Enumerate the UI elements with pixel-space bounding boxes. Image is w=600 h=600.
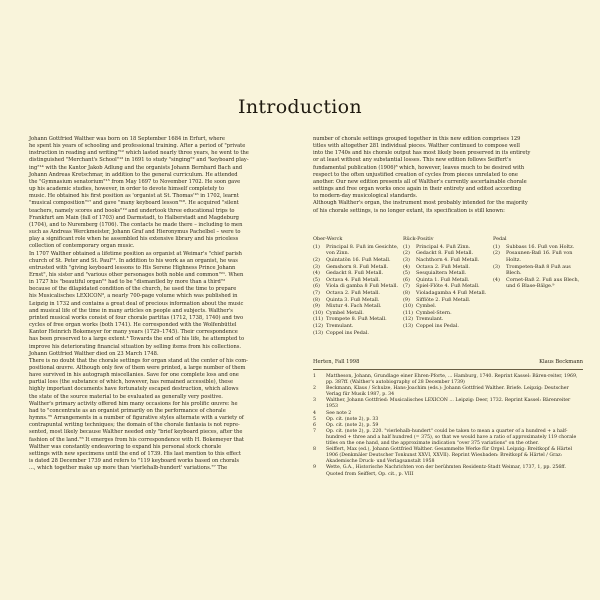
text-line: Johann Gottfried Walther was born on 18 September 1684 in Erfurt, where — [29, 136, 225, 142]
stop-entry — [313, 264, 403, 271]
text-line: to modern-day musicological standards. — [313, 193, 418, 200]
footnote-text: Op. cit. (note 2), p. 59 — [326, 422, 379, 428]
stop-number: (9) — [313, 303, 320, 310]
stop-number: (13) — [313, 329, 324, 336]
stop-entry — [493, 250, 583, 263]
footnote-number: 1 — [313, 374, 316, 379]
text-line: Kantor Heinrich Bokemeyer for many years (1729–1745). Their correspondence — [29, 329, 238, 336]
text-line: Walther's primary activity offered him many occasions for his prolific œuvre: he — [29, 400, 238, 407]
stop-entry — [313, 290, 403, 297]
text-line: teachers, namely scores and books"¹⁹ and undertook three educational trips to — [29, 207, 235, 214]
stop-name: Trompete 8. Fuß Metall. — [326, 316, 387, 323]
stop-number: (8) — [403, 289, 410, 296]
signature-place-date: Herten, Fall 1998 — [313, 359, 360, 365]
stop-division — [403, 236, 493, 336]
stop-division-heading: Pedal — [493, 236, 507, 242]
text-line: into the 1740s and his chorale output has most likely been preserved in its entirety — [313, 150, 531, 157]
footnote-text: Beckmann, Klaus / Schulze, Hans-Joachim (eds.): Johann Gottfried Walther. Briefe. Leipzig: Deutscher Verlag für Musik 1987, p. 34 — [326, 386, 569, 398]
footnote-divider — [313, 369, 583, 370]
text-line: another. Our new edition presents all of Walther's currently ascertainable chorale — [313, 178, 527, 185]
stop-entry — [313, 303, 403, 310]
text-line: "musical composition"¹⁷ and gave "many keyboard lesson"¹⁸. He acquired "silent — [29, 200, 239, 207]
stop-number: (13) — [403, 322, 414, 329]
stop-entry — [493, 244, 583, 251]
stop-number: (6) — [403, 276, 410, 283]
text-line: contrapuntal writing techniques; the domain of the chorale fantasia is not repre- — [29, 422, 240, 429]
footnote-text: Seiffert, Max (ed.), Johann Gottfried Walther. Gesammelte Werke für Orgel. Leipzig: Breitkopf & Härtel 1906 (Denkmäler Deutscher Tonkunst XXVI, XXVII). Reprint Wiesbaden: Breitkopf & Härtel / Graz: Akademische Druck- und Verlagsanstalt 1958 — [326, 447, 573, 465]
page-title: Introduction — [238, 96, 362, 118]
text-line: play a significant role when he assembled his extensive library and his priceless — [29, 236, 239, 243]
stop-number: (4) — [313, 270, 320, 277]
stop-name: Trompeten-Baß 8 Fuß aus Blech. — [506, 263, 571, 277]
stop-entry — [313, 316, 403, 323]
stop-entry — [313, 310, 403, 317]
stop-number: (5) — [403, 270, 410, 277]
stop-name: Octava 2. Fuß Metall. — [326, 289, 380, 296]
text-line: number of chorale settings grouped together in this new edition comprises 129 — [313, 136, 521, 142]
stop-number: (2) — [493, 250, 500, 257]
text-line: Johann Gottfried Walther died on 23 March 1748. — [29, 350, 159, 357]
text-line: of his chorale settings, is no longer extant, its specification is still known: — [313, 207, 505, 214]
stop-name: Tremulant. — [416, 316, 444, 323]
text-line: instruction in reading and writing"¹² which lasted nearly three years, he went to the — [29, 150, 249, 157]
footnote-number: 9 — [313, 465, 316, 471]
text-line: has been preserved to a large extent.⁴ Towards the end of his life, he attempted to — [29, 336, 245, 343]
text-line: Although Walther's organ, the instrument most probably intended for the majority — [313, 200, 528, 207]
footnote — [313, 386, 583, 398]
stop-number: (8) — [313, 296, 320, 303]
signature-author: Klaus Beckmann — [539, 359, 583, 365]
footnote-text: Op. cit. (note 2), p. 220. "vierlehalb-hundert" could be taken to mean a quarter of a hundred + a half-hundred + three and a half hundred (= 375), so that we would have a ratio of approximately 119 chorale titles on the one hand, and the approximate indication "over 375 variations" on the other. — [326, 428, 577, 447]
text-line: fashion of the land."⁶ It emerges from his correspondence with H. Bokemeyer that — [29, 436, 244, 443]
stop-number: (12) — [403, 316, 414, 323]
stop-entry — [403, 250, 493, 257]
text-line: or at least without any substantial losses. This new edition follows Seiffert's — [313, 157, 512, 164]
stop-number: (7) — [313, 289, 320, 296]
footnote-text: Walther, Johann Gottfried: Musicalisches LEXICON ... Leipzig: Deer, 1732. Reprint Kassel: Bärenreiter 1953 — [326, 398, 571, 410]
stop-name: Octava 4. Fuß Metall. — [326, 276, 380, 283]
stop-entry — [403, 277, 493, 284]
stop-name: Quintatön 16. Fuß Metall. — [326, 256, 391, 263]
stop-entry — [403, 257, 493, 264]
stop-division-heading: Ober-Werck — [313, 236, 343, 242]
stop-number: (1) — [403, 243, 410, 250]
stop-name: Violadagamba 4 Fuß Metall. — [416, 289, 487, 296]
text-line: entrusted with "giving keyboard lessons to His Serene Highness Prince Johann — [29, 264, 236, 271]
organ-specification — [313, 236, 583, 336]
stop-entry — [403, 316, 493, 323]
text-line: cycles of free organ works (both 1741). He corresponded with the Wolfenbüttel — [29, 322, 237, 329]
stop-entry — [403, 290, 493, 297]
stop-entry — [313, 257, 403, 264]
stop-number: (1) — [493, 243, 500, 250]
stop-name: Quinta 1. Fuß Metall. — [416, 276, 470, 283]
stop-number: (7) — [403, 283, 410, 290]
footnote — [313, 374, 583, 386]
footnote — [313, 398, 583, 410]
stop-name: Nachthorn 4. Fuß Metall. — [416, 256, 480, 263]
footnote-text: See note 2 — [326, 410, 352, 416]
text-line: and musical life of the time in many articles on people and subjects. Walther's — [29, 307, 233, 314]
stop-number: (11) — [313, 316, 324, 323]
stop-name: Mixtur 4. Fach Metall. — [326, 303, 382, 310]
footnote-number: 8 — [313, 447, 316, 453]
stop-division — [313, 236, 403, 336]
text-line: partial loss (the substance of which, however, has remained accessible), these — [29, 379, 233, 386]
stop-number: (3) — [493, 263, 500, 270]
footnotes — [313, 374, 583, 478]
footnote-number: 4 — [313, 410, 316, 416]
stop-number: (10) — [313, 309, 324, 316]
footnote-number: 2 — [313, 386, 316, 392]
stop-entry — [403, 283, 493, 290]
stop-number: (6) — [313, 283, 320, 290]
stop-name: Cymbel-Stern. — [416, 309, 452, 316]
stop-entry — [403, 244, 493, 251]
stop-entry — [403, 264, 493, 271]
footnote-text: Mattheson, Johann, Grundlage einer Ehren-Pforte, ... Hamburg, 1740. Reprint Kassel: Bären-reiter, 1969, pp. 387ff. (Walther's autobiography of 28 December 1739) — [326, 374, 578, 386]
text-line: Frankfurt am Main (fall of 1703) and Darmstadt, to Halberstadt and Magdeburg — [29, 214, 239, 221]
text-line: Ernst", his sister and "various other personages both noble and common"²¹. When — [29, 271, 244, 278]
stop-name: Principal 8. Fuß im Gesichte, von Zinn. — [326, 243, 399, 257]
text-line: sented, most likely because Walther needed only "brief keyboard pieces, after the — [29, 429, 243, 436]
stop-name: Subbass 16. Fuß von Holtz. — [506, 243, 575, 250]
stop-entry — [313, 330, 403, 337]
stop-name: Spiel-Flöte 4. Fuß Metall. — [416, 283, 480, 290]
text-line: church of St. Peter and St. Paul"². In addition to his work as an organist, he was — [29, 257, 238, 264]
text-line: collection of contemporary organ music. — [29, 243, 135, 250]
text-line: the state of the source material to be evaluated as generally very positive. — [29, 393, 223, 400]
stop-number: (2) — [313, 256, 320, 263]
stop-name: Tremulant. — [326, 322, 354, 329]
stop-entry — [313, 270, 403, 277]
stop-name: Sesquialtera Metall. — [416, 270, 467, 277]
stop-name: Coppel ins Pedal. — [326, 329, 369, 336]
stop-entry — [493, 264, 583, 277]
footnote-text: Op. cit. (note 2), p. 33 — [326, 416, 379, 422]
stop-number: (12) — [313, 322, 324, 329]
stop-entry — [313, 297, 403, 304]
stop-entry — [403, 303, 493, 310]
text-line: printed musical works consist of four chorale partitas (1712, 1738, 1740) and two — [29, 314, 244, 321]
stop-name: Gedackt 8. Fuß Metall. — [416, 250, 474, 257]
text-line: Walther was constantly endeavoring to expand his personal stock chorale — [29, 443, 222, 450]
stop-entry — [313, 323, 403, 330]
stop-name: Cymbel Metall. — [326, 309, 364, 316]
text-line: the "Gymnasium senatorium"¹⁵ from May 1697 to November 1702. He soon gave — [29, 178, 241, 185]
stop-entry — [313, 244, 403, 257]
text-line: in 1727 his "beautiful organ"² had to be "dismantled by more than a third"² — [29, 279, 226, 286]
text-line: settings with new specimens until the end of 1739. His last mention to this effect — [29, 450, 241, 457]
text-line: Johann Andreas Kretschmar, in addition to the general curriculum. He attended — [29, 171, 238, 178]
footnote-number: 3 — [313, 398, 316, 404]
stop-entry — [493, 277, 583, 290]
stop-name: Quinta 3. Fuß Metall. — [326, 296, 380, 303]
stop-name: Sifflöte 2. Fuß Metall. — [416, 296, 471, 303]
introduction-right-column — [313, 136, 583, 215]
stop-number: (3) — [403, 256, 410, 263]
text-line: because of the dilapidated condition of the church, he used the time to prepare — [29, 286, 237, 293]
stop-entry — [313, 283, 403, 290]
stop-number: (11) — [403, 309, 414, 316]
stop-number: (2) — [403, 250, 410, 257]
text-line: There is no doubt that the chorale settings for organ stand at the center of his com- — [29, 357, 248, 364]
footnote — [313, 465, 583, 477]
introduction-left-column — [29, 136, 299, 472]
text-line: up his academic studies, however, in order to devote himself completely to — [29, 186, 225, 193]
stop-division-heading: Rück-Positiv — [403, 236, 434, 242]
text-line: improve his deteriorating financial situation by selling items from his collections. — [29, 343, 242, 350]
stop-name: Coppel ins Pedal. — [416, 322, 459, 329]
stop-division — [493, 236, 583, 336]
stop-number: (5) — [313, 276, 320, 283]
text-line: music. He obtained his first position as 'organist at St. Thomas'¹⁶ in 1702, learnt — [29, 193, 239, 200]
stop-entry — [313, 277, 403, 284]
text-line: fundamental publication (1906)⁸ which, however, leaves much to be desired with — [313, 164, 525, 171]
text-line: In 1707 Walther obtained a lifetime position as organist at Weimar's "chief parish — [29, 250, 242, 257]
footnote-number: 5 — [313, 416, 316, 422]
text-line: such as Andreas Werckmeister, Johann Graf and Hieronymus Pachelbel – were to — [29, 229, 241, 236]
text-line: is dated 28 December 1739 and refers to "119 keyboard works based on chorals — [29, 458, 239, 465]
stop-number: (10) — [403, 303, 414, 310]
text-line: distinguished "Merchant's School"¹³ in 1691 to study "singing"² and "keyboard play- — [29, 157, 249, 164]
stop-number: (3) — [313, 263, 320, 270]
text-line: his Musicalisches LEXICON³, a nearly 700-page volume which was published in — [29, 293, 238, 300]
stop-name: Principal 4. Fuß Zinn. — [416, 243, 471, 250]
footnote — [313, 447, 583, 465]
text-line: hymns."⁵ Arrangements in a number of figurative styles alternate with a variety of — [29, 415, 244, 422]
footnote — [313, 429, 583, 447]
stop-entry — [403, 270, 493, 277]
text-line: titles with altogether 281 individual pieces. Walther continued to compose well — [313, 143, 520, 150]
text-line: positional œuvre. Although only few of them were printed, a large number of them — [29, 365, 246, 371]
text-line: highly important documents have fortunately escaped destruction, which allows — [29, 386, 239, 393]
signature-line — [313, 359, 583, 365]
text-line: Leipzig in 1732 and contains a great deal of precious information about the music — [29, 300, 244, 307]
stop-name: Gemshorn 8. Fuß Metall. — [326, 263, 389, 270]
text-line: he spent his years of schooling and professional training. After a period of "private — [29, 143, 246, 150]
stop-entry — [403, 310, 493, 317]
text-line: ing"¹⁴ with the Kantor Jakob Adlung and the organists Johann Bernhard Bach and — [29, 164, 243, 171]
text-line: have survived in his autograph miscellanies. Save for one complete loss and one — [29, 372, 239, 379]
text-line: settings and free organ works once again in their entirety and edited according — [313, 186, 522, 193]
stop-number: (1) — [313, 243, 320, 250]
stop-entry — [403, 297, 493, 304]
text-line: respect to the often unjustified creation of cycles from pieces unrelated to one — [313, 171, 518, 178]
stop-name: Gedackt 8. Fuß Metall. — [326, 270, 384, 277]
stop-name: Cornet-Baß 2. Fuß aus Blech, und 6 Blase-Bälge.⁹ — [506, 276, 580, 290]
stop-name: Cymbel. — [416, 303, 437, 310]
footnote-text: Wette, G.A., Historische Nachrichten von der berühmten Residentz-Stadt Weimar, 1737, 1, pp. 256ff. Quoted from Seiffert, Op. cit., p. VIII — [326, 465, 566, 477]
footnote-number: 6 — [313, 422, 316, 428]
stop-number: (4) — [403, 263, 410, 270]
text-line: had to "concentrate as an organist primarily on the performance of chorale — [29, 407, 226, 414]
text-line: ..., which together make up more than 'vierlehalb-hundert' variations."⁷ The — [29, 465, 228, 472]
stop-number: (4) — [493, 276, 500, 283]
text-line: (1704), and to Nuremberg (1706). The contacts he made there – including to men — [29, 221, 243, 228]
stop-name: Viola di gamba 8 Fuß Metall. — [326, 283, 399, 290]
stop-number: (9) — [403, 296, 410, 303]
footnote-number: 7 — [313, 428, 316, 434]
stop-name: Posaunen-Baß 16. Fuß von Holtz. — [506, 250, 573, 263]
stop-name: Octava 2. Fuß Metall. — [416, 263, 470, 270]
stop-entry — [403, 323, 493, 330]
